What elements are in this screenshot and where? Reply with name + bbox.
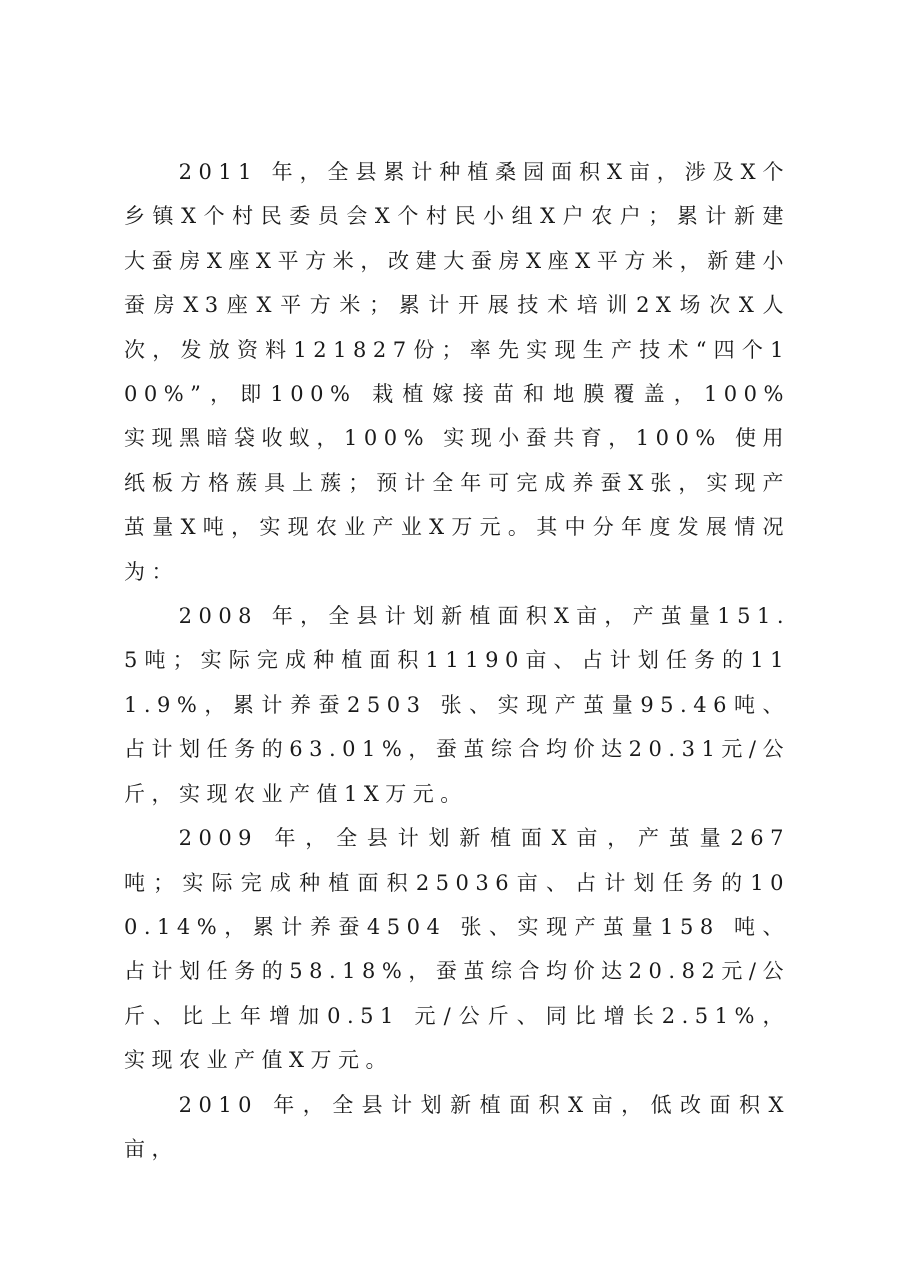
document-body [124, 150, 790, 1171]
paragraph-2008: 2008 年，全县计划新植面积X亩，产茧量151.5吨；实际完成种植面积11190亩、占计划任务的111.9%，累计养蚕2503 张、实现产茧量95.46吨、占计划任务的63.01%，蚕茧综合均价达20.31元/公斤，实现农业产值1X万元。 [124, 604, 790, 806]
paragraph-2009: 2009 年，全县计划新植面X亩，产茧量267 吨；实际完成种植面积25036亩、占计划任务的100.14%，累计养蚕4504 张、实现产茧量158 吨、占计划任务的58.18%，蚕茧综合均价达20.82元/公斤、比上年增加0.51 元/公斤、同比增长2.51%，实现农业产值X万元。 [124, 826, 790, 1073]
paragraph-2011: 2011 年，全县累计种植桑园面积X亩，涉及X个乡镇X个村民委员会X个村民小组X户农户；累计新建大蚕房X座X平方米，改建大蚕房X座X平方米，新建小蚕房X3座X平方米；累计开展技术培训2X场次X人次，发放资料121827份；率先实现生产技术“四个100%”，即100% 栽植嫁接苗和地膜覆盖，100% 实现黑暗袋收蚁，100% 实现小蚕共育，100% 使用纸板方格蔟具上蔟；预计全年可完成养蚕X张，实现产茧量X吨，实现农业产业X万元。其中分年度发展情况为： [124, 160, 790, 584]
paragraph-2010: 2010 年，全县计划新植面积X亩，低改面积X亩， [124, 1092, 790, 1161]
